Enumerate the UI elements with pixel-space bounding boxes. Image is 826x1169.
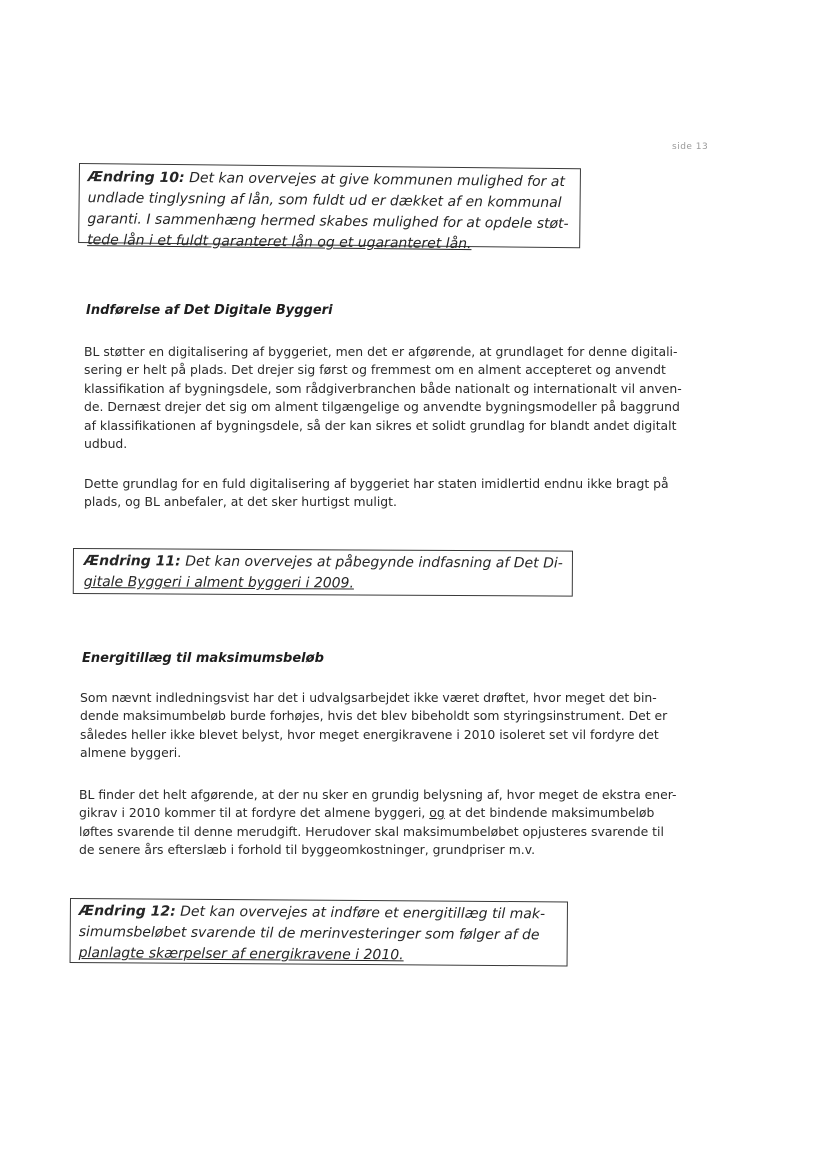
amendment-box-12 (70, 898, 568, 966)
amendment-10-line-4: tede lån i et fuldt garanteret lån og et ugaranteret lån. (87, 232, 472, 253)
paragraph-line: klassifikation af bygningsdele, som rådgiverbranchen både nationalt og internationalt vil anven- (84, 380, 682, 396)
paragraph-line: almene byggeri. (80, 745, 182, 761)
energy-paragraph-2 (79, 786, 677, 860)
paragraph-line: BL finder det helt afgørende, at der nu sker en grundig belysning af, hvor meget de ekstra ener- (79, 787, 677, 802)
text-run: gikrav i 2010 kommer til at fordyre det almene byggeri, (79, 805, 430, 821)
paragraph-line: plads, og BL anbefaler, at det sker hurtigst muligt. (84, 494, 397, 510)
paragraph-line: BL støtter en digitalisering af byggeriet, men det er afgørende, at grundlaget for denne digitali- (84, 344, 678, 359)
page-number: side 13 (672, 142, 709, 152)
paragraph-line: af klassifikationen af bygningsdele, så der kan sikres et solidt grundlag for blandt andet digitalt (84, 417, 677, 433)
section-heading-digital: Indførelse af Det Digitale Byggeri (86, 303, 333, 318)
paragraph-line: Som nævnt indledningsvist har det i udvalgsarbejdet ikke været drøftet, hvor meget det bin- (80, 690, 657, 705)
digital-paragraph-1 (84, 343, 682, 453)
amendment-10-line-2: undlade tinglysning af lån, som fuldt ud er dækket af en kommunal (87, 190, 562, 212)
amendment-12-label: Ændring 12: (78, 903, 176, 920)
section-heading-energy: Energitillæg til maksimumsbeløb (82, 651, 324, 666)
amendment-10-text: Det kan overvejes at give kommunen mulighed for at (184, 170, 565, 191)
text-run: at det bindende maksimumbeløb (444, 805, 655, 821)
paragraph-line: således heller ikke blevet belyst, hvor meget energikravene i 2010 isoleret set vil fordyre det (80, 726, 659, 742)
amendment-10-line-3: garanti. I sammenhæng hermed skabes mulighed for at opdele støt- (87, 211, 569, 233)
underlined-word: og (429, 805, 445, 821)
amendment-12-line-3: planlagte skærpelser af energikravene i 2010. (78, 945, 404, 964)
paragraph-line: dende maksimumbeløb burde forhøjes, hvis det blev bibeholdt som styringsinstrument. Det er (80, 708, 668, 724)
amendment-11-label: Ændring 11: (83, 553, 181, 570)
paragraph-line: sering er helt på plads. Det drejer sig først og fremmest om en alment accepteret og anvendt (84, 362, 666, 378)
paragraph-line: de. Dernæst drejer det sig om alment tilgængelige og anvendte bygningsmodeller på baggrund (84, 399, 680, 415)
amendment-11-line-1 (84, 551, 563, 575)
digital-paragraph-2 (84, 475, 669, 512)
amendment-12-text: Det kan overvejes at indføre et energitillæg til mak- (175, 903, 546, 923)
energy-paragraph-1 (80, 689, 667, 763)
amendment-10-label: Ændring 10: (87, 169, 185, 187)
amendment-11-line-2: gitale Byggeri i alment byggeri i 2009. (83, 574, 354, 592)
amendment-box-10 (78, 163, 581, 253)
paragraph-line: de senere års efterslæb i forhold til byggeomkostninger, grundpriser m.v. (79, 842, 536, 858)
amendment-11-text: Det kan overvejes at påbegynde indfasning af Det Di- (180, 553, 563, 572)
paragraph-line (79, 804, 677, 822)
amendment-12-line-2: simumsbeløbet svarende til de merinvesteringer som følger af de (78, 924, 540, 944)
paragraph-line: Dette grundlag for en fuld digitalisering af byggeriet har staten imidlertid endnu ikke bragt på (84, 476, 669, 491)
amendment-box-11 (73, 548, 573, 597)
paragraph-line: udbud. (84, 436, 128, 452)
paragraph-line: løftes svarende til denne merudgift. Herudover skal maksimumbeløbet opjusteres svarende til (79, 823, 664, 839)
